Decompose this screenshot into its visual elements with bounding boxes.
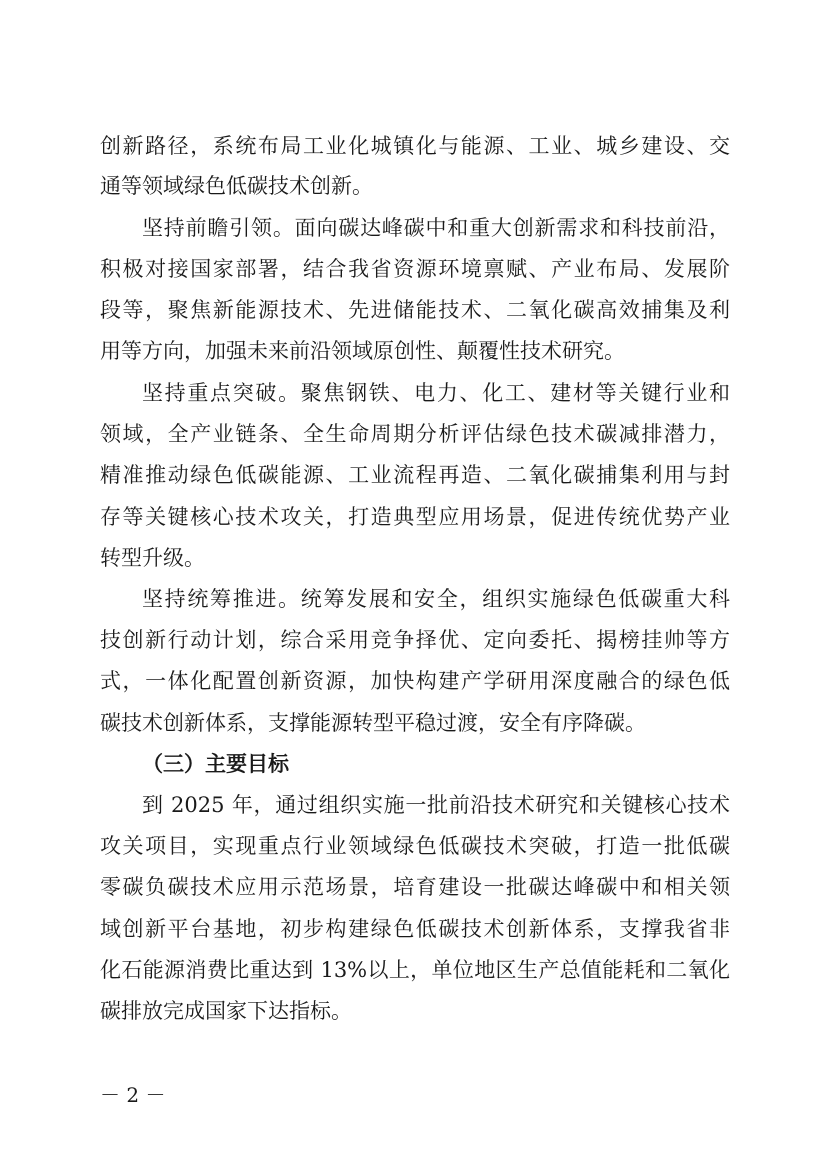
body-text-line: 存等关键核心技术攻关，打造典型应用场景，促进传统优势产业 xyxy=(100,505,730,529)
page-number: － 2 － xyxy=(100,1083,166,1107)
body-text-line: 攻关项目，实现重点行业领域绿色低碳技术突破，打造一批低碳 xyxy=(100,834,730,858)
body-text-line: 通等领域绿色低碳技术创新。 xyxy=(100,174,373,198)
body-text-line: 创新路径，系统布局工业化城镇化与能源、工业、城乡建设、交 xyxy=(100,134,730,158)
body-text-line: 转型升级。 xyxy=(100,546,205,570)
body-text-line: 技创新行动计划，综合采用竞争择优、定向委托、揭榜挂帅等方 xyxy=(100,628,730,652)
body-text-line: 坚持重点突破。聚焦钢铁、电力、化工、建材等关键行业和 xyxy=(142,381,730,405)
body-text-line: 积极对接国家部署，结合我省资源环境禀赋、产业布局、发展阶 xyxy=(100,257,730,281)
section-heading: （三）主要目标 xyxy=(142,751,289,776)
body-text-line: 用等方向，加强未来前沿领域原创性、颠覆性技术研究。 xyxy=(100,339,625,363)
body-text-line: 化石能源消费比重达到 13%以上，单位地区生产总值能耗和二氧化 xyxy=(100,958,730,982)
body-text-line: 域创新平台基地，初步构建绿色低碳技术创新体系，支撑我省非 xyxy=(100,917,730,941)
body-text-line: 段等，聚焦新能源技术、先进储能技术、二氧化碳高效捕集及利 xyxy=(100,298,730,322)
body-text-line: 坚持前瞻引领。面向碳达峰碳中和重大创新需求和科技前沿， xyxy=(142,216,730,240)
body-text-line: 碳排放完成国家下达指标。 xyxy=(100,999,352,1023)
body-text-line: 式，一体化配置创新资源，加快构建产学研用深度融合的绿色低 xyxy=(100,669,730,693)
body-text-line: 零碳负碳技术应用示范场景，培育建设一批碳达峰碳中和相关领 xyxy=(100,875,730,899)
body-text-line: 坚持统筹推进。统筹发展和安全，组织实施绿色低碳重大科 xyxy=(142,587,730,611)
body-text-line: 碳技术创新体系，支撑能源转型平稳过渡，安全有序降碳。 xyxy=(100,711,646,735)
body-text-line: 领域，全产业链条、全生命周期分析评估绿色技术碳减排潜力， xyxy=(100,422,730,446)
body-text-line: 到 2025 年，通过组织实施一批前沿技术研究和关键核心技术 xyxy=(142,793,730,817)
body-text-line: 精准推动绿色低碳能源、工业流程再造、二氧化碳捕集利用与封 xyxy=(100,463,730,487)
